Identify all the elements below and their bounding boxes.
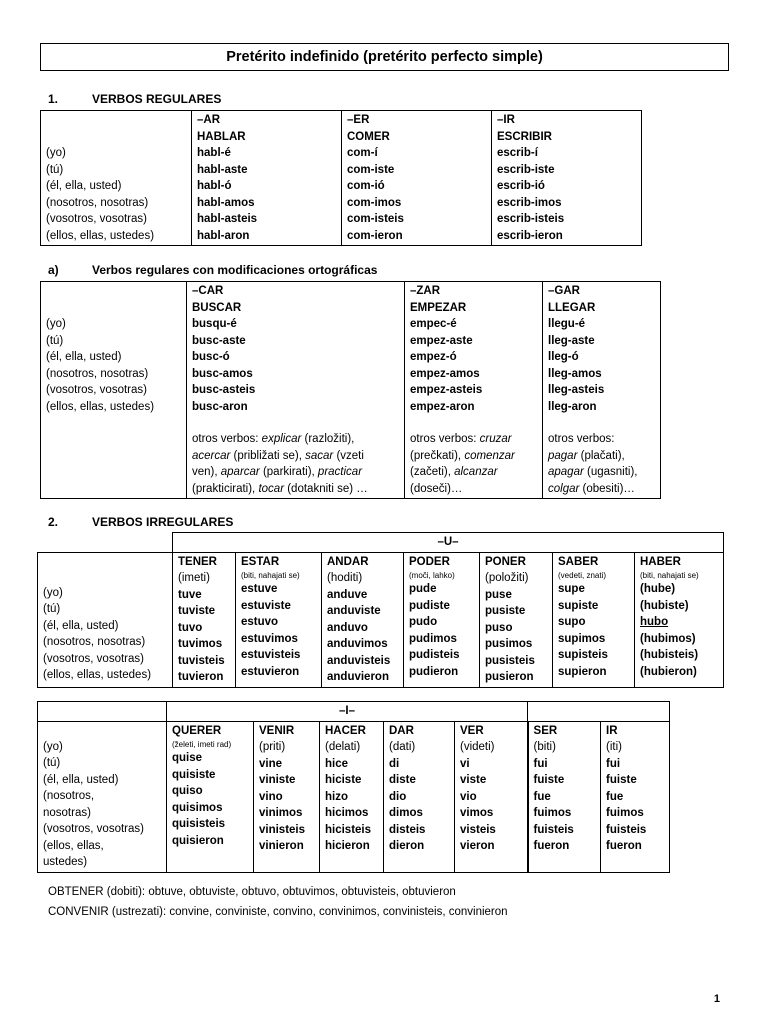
verb-form: vieron <box>460 840 495 852</box>
verb-form: pudimos <box>409 632 457 645</box>
verb-form: com-isteis <box>347 213 404 225</box>
verb-form: supimos <box>558 632 606 645</box>
pronoun-el: (él, ella, usted) <box>46 180 122 192</box>
verb-form: tuvimos <box>178 638 223 650</box>
verb-form: fueron <box>606 840 642 852</box>
verb-form: anduvisteis <box>327 654 391 667</box>
verb-infinitive: PODER <box>409 555 450 568</box>
verb-form: quisimos <box>172 801 223 814</box>
verb-form: habl-é <box>197 147 231 159</box>
verb-gloss: (hoditi) <box>327 572 363 584</box>
regular-verbs-table <box>40 110 642 246</box>
verb-form: com-ieron <box>347 229 403 242</box>
verb-form: empez-ó <box>410 351 457 363</box>
pronoun-ellos: (ellos, ellas, ustedes) <box>46 229 155 242</box>
pronoun-tu: (tú) <box>46 163 64 176</box>
verb-form: lleg-ó <box>548 351 579 363</box>
verb-ending: –ZAR <box>410 285 441 297</box>
verb-form: hizo <box>325 790 348 803</box>
conjugation-column-dar <box>384 721 455 872</box>
verb-gloss: (delati) <box>325 741 361 753</box>
verb-form: hicieron <box>325 840 370 852</box>
verb-form: estuvo <box>241 616 279 628</box>
pronoun-nosotras: nosotras) <box>43 806 91 819</box>
verb-form: tuvisteis <box>178 654 225 667</box>
verb-infinitive: PONER <box>485 555 526 568</box>
verb-infinitive: DAR <box>389 724 414 737</box>
section-title: VERBOS IRREGULARES <box>92 515 234 529</box>
verb-form: estuve <box>241 583 278 595</box>
conjugation-column-estar <box>236 552 322 687</box>
verb-form: fuimos <box>533 807 572 819</box>
verb-gloss: (dati) <box>389 741 416 753</box>
verb-form: escrib-isteis <box>497 213 565 225</box>
conjugation-column-hacer <box>320 721 384 872</box>
pronoun-column <box>38 552 173 687</box>
verb-form: (hubiste) <box>640 599 689 612</box>
verb-form: hiciste <box>325 774 362 786</box>
verb-form: pusisteis <box>485 654 535 667</box>
verb-infinitive: BUSCAR <box>192 301 242 314</box>
pronoun-nosotros: (nosotros, nosotras) <box>43 636 146 648</box>
pronoun-yo: (yo) <box>46 147 66 159</box>
section-number: a) <box>48 263 59 277</box>
verb-form: visteis <box>460 823 496 836</box>
conjugation-column-zar <box>405 282 543 499</box>
verb-form: supiste <box>558 599 599 612</box>
footer-note-obtener: OBTENER (dobiti): obtuve, obtuviste, obtuvo, obtuvimos, obtuvisteis, obtuvieron <box>48 886 456 898</box>
verb-form: fuiste <box>533 774 565 786</box>
verb-form: fui <box>606 757 621 770</box>
conjugation-column-er <box>342 111 492 246</box>
verb-infinitive: TENER <box>178 555 217 568</box>
verb-form: fue <box>606 790 624 803</box>
pronoun-ellos: (ellos, ellas, <box>43 839 104 852</box>
verb-form: hicisteis <box>325 823 372 836</box>
pronoun-tu: (tú) <box>43 757 61 769</box>
verb-form: (hube) <box>640 583 676 595</box>
verb-form: busc-amos <box>192 367 253 380</box>
verb-gloss: (biti) <box>533 741 556 753</box>
verb-form: vi <box>460 757 470 770</box>
verb-form: anduve <box>327 588 368 601</box>
pronoun-yo: (yo) <box>46 318 66 330</box>
verb-ending: –CAR <box>192 285 224 297</box>
verb-form: escrib-ió <box>497 180 545 192</box>
verb-form: pusiste <box>485 605 526 617</box>
footer-note-convenir: CONVENIR (ustrezati): convine, conviniste, convino, convinimos, convinisteis, convinieron <box>48 906 508 918</box>
verb-form: busc-aron <box>192 400 248 413</box>
verb-form: anduviste <box>327 605 381 617</box>
verb-form: diste <box>389 774 416 786</box>
verb-form: lleg-asteis <box>548 384 605 396</box>
verb-form: tuvieron <box>178 671 224 683</box>
verb-form: estuvieron <box>241 665 300 678</box>
conjugation-column-saber <box>553 552 635 687</box>
conjugation-column-venir <box>254 721 320 872</box>
conjugation-column-ir <box>492 111 642 246</box>
verb-form: viniste <box>259 774 296 786</box>
section-heading-ortograficas <box>48 263 377 277</box>
pronoun-ustedes: ustedes) <box>43 856 88 868</box>
section-heading-regulares <box>48 92 221 106</box>
verb-form: vio <box>460 790 477 803</box>
verb-form: pudieron <box>409 665 459 678</box>
verb-form: com-imos <box>347 196 402 209</box>
verb-form: escrib-iste <box>497 163 555 176</box>
verb-form: empec-é <box>410 318 457 330</box>
verb-form: empez-aste <box>410 334 473 347</box>
section-number: 1. <box>48 92 59 106</box>
verb-form: busqu-é <box>192 318 237 330</box>
verb-form: dio <box>389 790 407 803</box>
pronoun-el: (él, ella, usted) <box>43 773 119 786</box>
verb-form: fuimos <box>606 807 644 819</box>
verb-ending: –AR <box>197 114 221 126</box>
group-heading-u: –U– <box>173 533 724 553</box>
verb-form: busc-aste <box>192 334 246 347</box>
pronoun-vosotros: (vosotros, vosotras) <box>43 652 144 665</box>
verb-infinitive: HACER <box>325 724 366 737</box>
verb-form: puso <box>485 621 513 634</box>
pronoun-el: (él, ella, usted) <box>46 351 122 363</box>
verb-form: quisiste <box>172 768 216 781</box>
verb-infinitive: SER <box>533 724 558 737</box>
verb-form: com-ió <box>347 180 385 192</box>
verb-form: (hubisteis) <box>640 649 699 661</box>
other-verbs-car: otros verbos: explicar (razložiti), acercar (približati se), sacar (vzeti ven), aparcar (parkirati), practicar (prakticirati), tocar (dotakniti se) … <box>192 433 368 495</box>
verb-form: supieron <box>558 665 607 678</box>
verb-form: vino <box>259 790 283 803</box>
verb-form: anduvieron <box>327 671 389 683</box>
verb-form: habl-aron <box>197 229 250 242</box>
verb-ending: –IR <box>497 114 515 126</box>
verb-form: anduvo <box>327 621 368 634</box>
verb-form: com-iste <box>347 163 395 176</box>
verb-form: dimos <box>389 807 423 819</box>
pronoun-column <box>41 111 192 246</box>
verb-form: fui <box>533 757 548 770</box>
verb-form: pude <box>409 583 437 595</box>
verb-form: (hubieron) <box>640 665 697 678</box>
conjugation-column-poner <box>480 552 553 687</box>
verb-form: hice <box>325 757 349 770</box>
verb-form: quisieron <box>172 834 224 847</box>
conjugation-column-car <box>187 282 405 499</box>
pronoun-ellos: (ellos, ellas, ustedes) <box>43 669 152 681</box>
irregular-u-table <box>37 532 724 688</box>
verb-form: estuvimos <box>241 632 298 645</box>
conjugation-column-ver <box>455 721 528 872</box>
pronoun-yo: (yo) <box>43 740 63 753</box>
verb-form: fuisteis <box>606 823 647 836</box>
verb-form: (hubimos) <box>640 632 696 645</box>
page-number: 1 <box>713 993 720 1005</box>
verb-form: fuiste <box>606 774 637 786</box>
verb-infinitive: IR <box>606 724 618 737</box>
verb-form: supisteis <box>558 649 608 661</box>
pronoun-column <box>41 282 187 499</box>
verb-infinitive: VENIR <box>259 724 295 737</box>
pronoun-tu: (tú) <box>43 603 61 615</box>
verb-form: hicimos <box>325 807 369 819</box>
section-title: Verbos regulares con modificaciones ortográficas <box>92 263 378 277</box>
ortho-verbs-table <box>40 281 661 499</box>
verb-infinitive: HABER <box>640 555 681 568</box>
verb-gloss: (biti, nahajati se) <box>241 571 300 580</box>
verb-infinitive: LLEGAR <box>548 301 596 314</box>
verb-form: disteis <box>389 823 426 836</box>
verb-form: quise <box>172 752 203 764</box>
pronoun-yo: (yo) <box>43 586 63 599</box>
verb-form: habl-ó <box>197 180 232 192</box>
verb-form: vine <box>259 757 283 770</box>
verb-infinitive: ESCRIBIR <box>497 130 552 143</box>
verb-form: pusimos <box>485 638 533 650</box>
pronoun-el: (él, ella, usted) <box>43 619 119 632</box>
pronoun-ellos: (ellos, ellas, ustedes) <box>46 400 155 413</box>
pronoun-vosotros: (vosotros, vosotras) <box>46 384 147 396</box>
verb-form: tuviste <box>178 605 216 617</box>
verb-form: vinieron <box>259 840 304 852</box>
verb-gloss: (položiti) <box>485 572 529 584</box>
verb-form: puse <box>485 588 512 601</box>
verb-form: pudo <box>409 616 438 628</box>
verb-form: tuve <box>178 588 202 601</box>
verb-gloss: (vedeti, znati) <box>558 571 607 580</box>
verb-form: habl-aste <box>197 163 248 176</box>
verb-infinitive: COMER <box>347 130 390 143</box>
conjugation-column-ar <box>192 111 342 246</box>
verb-form: lleg-aste <box>548 334 595 347</box>
verb-infinitive: ANDAR <box>327 555 369 568</box>
verb-form: escrib-í <box>497 147 538 159</box>
verb-form: pudisteis <box>409 649 460 661</box>
pronoun-tu: (tú) <box>46 334 64 347</box>
verb-form: empez-aron <box>410 400 475 413</box>
verb-form: dieron <box>389 840 425 852</box>
verb-form: escrib-ieron <box>497 229 563 242</box>
verb-infinitive: ESTAR <box>241 555 280 568</box>
conjugation-column-haber <box>635 552 724 687</box>
conjugation-column-ser <box>528 721 601 872</box>
pronoun-vosotros: (vosotros, vosotras) <box>43 823 144 835</box>
irregular-i-table <box>37 701 670 873</box>
verb-form: hubo <box>640 616 669 628</box>
verb-form: busc-ó <box>192 351 230 363</box>
verb-gloss: (priti) <box>259 741 286 753</box>
verb-form: estuviste <box>241 599 291 612</box>
verb-form: escrib-imos <box>497 196 562 209</box>
conjugation-column-andar <box>322 552 404 687</box>
verb-form: fuisteis <box>533 823 574 836</box>
section-number: 2. <box>48 515 59 529</box>
verb-ending: –ER <box>347 114 370 126</box>
pronoun-vosotros: (vosotros, vosotras) <box>46 213 147 225</box>
verb-form: quiso <box>172 785 203 797</box>
verb-form: estuvisteis <box>241 649 301 661</box>
verb-form: fue <box>533 790 551 803</box>
verb-infinitive: VER <box>460 724 484 737</box>
verb-form: tuvo <box>178 621 203 634</box>
verb-infinitive: QUERER <box>172 724 222 737</box>
other-verbs-gar: otros verbos: pagar (plačati), apagar (ugasniti), colgar (obesiti)… <box>548 433 638 495</box>
verb-gloss: (biti, nahajati se) <box>640 571 699 580</box>
verb-ending: –GAR <box>548 285 580 297</box>
verb-form: lleg-amos <box>548 367 602 380</box>
verb-gloss: (imeti) <box>178 572 210 584</box>
verb-gloss: (moči, lahko) <box>409 571 455 580</box>
verb-form: busc-asteis <box>192 384 256 396</box>
other-verbs-zar: otros verbos: cruzar (prečkati), comenzar (začeti), alcanzar (doseči)… <box>410 433 515 495</box>
verb-form: empez-amos <box>410 367 480 380</box>
verb-infinitive: EMPEZAR <box>410 301 467 314</box>
page-title: Pretérito indefinido (pretérito perfecto simple) <box>40 43 729 71</box>
pronoun-nosotros: (nosotros, nosotras) <box>46 196 149 209</box>
verb-gloss: (videti) <box>460 741 495 753</box>
pronoun-nosotros: (nosotros, nosotras) <box>46 367 149 380</box>
verb-form: empez-asteis <box>410 384 483 396</box>
verb-form: habl-amos <box>197 196 255 209</box>
verb-infinitive: SABER <box>558 555 599 568</box>
verb-gloss: (želeti, imeti rad) <box>172 740 232 749</box>
verb-infinitive: HABLAR <box>197 130 246 143</box>
section-title: VERBOS REGULARES <box>92 92 222 106</box>
verb-form: di <box>389 757 400 770</box>
verb-form: supo <box>558 616 586 628</box>
verb-form: quisisteis <box>172 818 226 830</box>
conjugation-column-tener <box>173 552 236 687</box>
pronoun-column <box>38 721 167 872</box>
conjugation-column-ir <box>601 721 670 872</box>
verb-form: anduvimos <box>327 638 388 650</box>
verb-gloss: (iti) <box>606 741 623 753</box>
verb-form: pudiste <box>409 599 450 612</box>
verb-form: com-í <box>347 147 378 159</box>
verb-form: vinisteis <box>259 823 306 836</box>
group-heading-i: –I– <box>167 702 528 722</box>
conjugation-column-poder <box>404 552 480 687</box>
verb-form: fueron <box>533 840 570 852</box>
verb-form: lleg-aron <box>548 400 597 413</box>
conjugation-column-querer <box>167 721 254 872</box>
verb-form: llegu-é <box>548 318 586 330</box>
verb-form: pusieron <box>485 671 534 683</box>
pronoun-nosotros: (nosotros, <box>43 790 95 802</box>
verb-form: vinimos <box>259 807 303 819</box>
section-heading-irregulares <box>48 515 233 529</box>
verb-form: vimos <box>460 807 494 819</box>
verb-form: viste <box>460 774 487 786</box>
verb-form: supe <box>558 583 585 595</box>
conjugation-column-gar <box>543 282 661 499</box>
verb-form: habl-asteis <box>197 213 258 225</box>
